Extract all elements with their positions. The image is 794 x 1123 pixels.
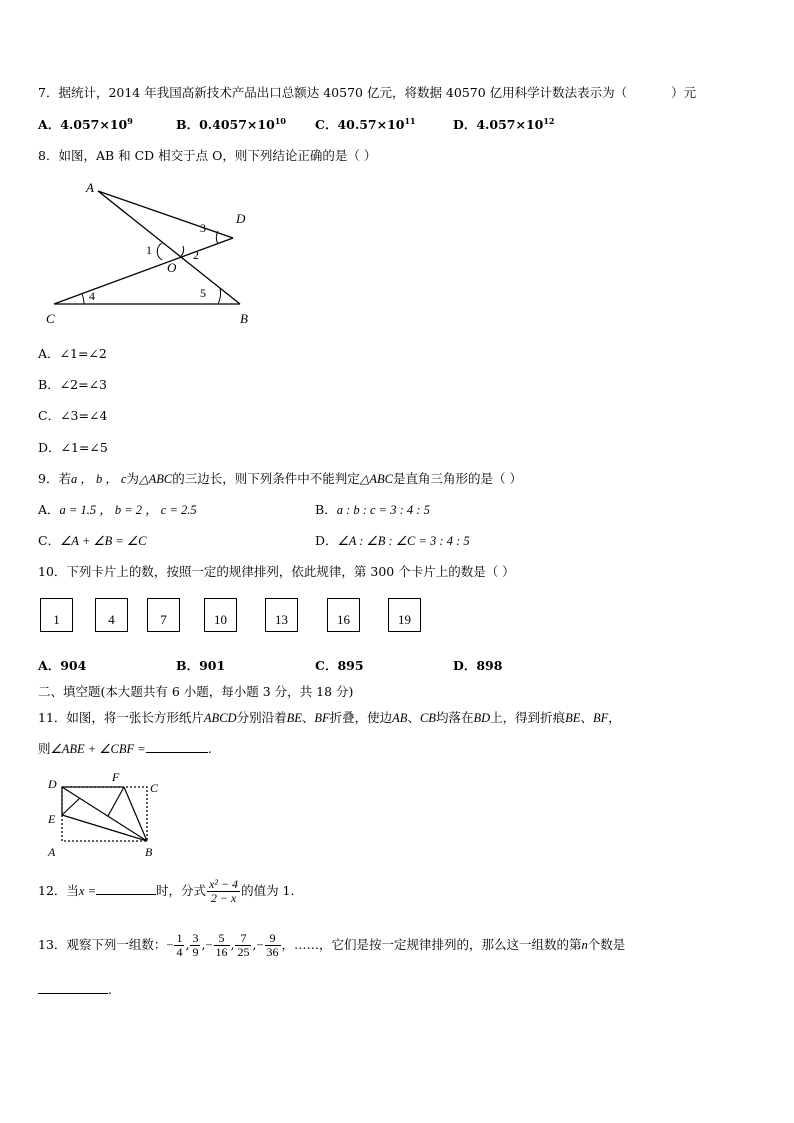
- q11-line2: 则∠ABE + ∠CBF = .: [38, 741, 212, 756]
- card: 4: [95, 598, 128, 632]
- diagonal-bd: [62, 787, 147, 841]
- answer-blank[interactable]: [146, 739, 208, 753]
- q7-paren-close: ）元: [671, 85, 697, 100]
- fraction: $\frac{5}{16}$: [215, 931, 228, 959]
- q7-option-b: B．$0.4057\times 10^{10}$: [176, 115, 286, 132]
- q9-option-c: C．∠A + ∠B = ∠C: [38, 533, 147, 548]
- q7-option-c: C．$40.57\times 10^{11}$: [315, 115, 416, 132]
- q7-option-d: D．$4.057\times 10^{12}$: [453, 115, 555, 132]
- fraction: $\frac{\text{x² − 4}}{2 - x}$: [209, 877, 239, 905]
- q8-option-d: D．∠1=∠5: [38, 440, 108, 455]
- q8-option-b: B．∠2=∠3: [38, 377, 108, 392]
- q10-option-c: C．895: [315, 658, 364, 673]
- card: 19: [388, 598, 421, 632]
- q8-figure: [40, 176, 270, 328]
- angle-4-arc: [82, 294, 84, 304]
- q12-line: 12．当x = 时，分式 $\frac{\text{x² − 4}}{2 - x}$ 的值为 1.: [38, 877, 295, 905]
- fold-edge-f: [108, 787, 124, 816]
- fraction: $\frac{3}{9}$: [192, 931, 199, 959]
- q11-figure: [42, 770, 167, 860]
- answer-blank[interactable]: [38, 980, 108, 994]
- card: 16: [327, 598, 360, 632]
- segment-dc: [54, 238, 233, 304]
- fraction: $\frac{1}{4}$: [176, 931, 183, 959]
- label-a: A: [48, 845, 56, 859]
- label-a: A: [86, 180, 94, 195]
- q9-option-d: D．∠A : ∠B : ∠C = 3 : 4 : 5: [315, 533, 470, 548]
- crease-bf: [124, 787, 147, 841]
- angle-label-1: 1: [146, 243, 152, 257]
- crease-be: [62, 815, 147, 841]
- angle-5-arc: [218, 288, 221, 304]
- q7-stem-line: [38, 83, 696, 101]
- angle-label-3: 3: [200, 221, 206, 235]
- q9-option-a: A．a = 1.5 ， b = 2 ， c = 2.5: [38, 502, 197, 517]
- q11-line1: 11．如图，将一张长方形纸片ABCD分别沿着BE、BF折叠，使边AB、CB均落在BD上，得到折痕BE、BF，: [38, 710, 621, 725]
- angle-2-arc: [181, 246, 184, 256]
- label-c: C: [150, 781, 159, 795]
- angle-label-4: 4: [89, 289, 95, 303]
- angle-1-arc: [157, 243, 162, 260]
- card: 1: [40, 598, 73, 632]
- q7-stem: 7．据统计，2014 年我国高新技术产品出口总额达 40570 亿元，将数据 40570 亿用科学计数法表示为（: [38, 85, 628, 100]
- q10-option-d: D．898: [453, 658, 503, 673]
- label-b: B: [145, 845, 153, 859]
- label-d: D: [236, 211, 246, 226]
- angle-label-2: 2: [193, 248, 199, 262]
- answer-blank[interactable]: [96, 881, 156, 895]
- fold-edge-e: [62, 798, 80, 815]
- fraction: $\frac{7}{25}$: [237, 931, 250, 959]
- q8-option-c: C．∠3=∠4: [38, 408, 108, 423]
- q10-option-b: B．901: [176, 658, 226, 673]
- q7-option-a: A．$4.057\times 10^9$: [38, 115, 133, 132]
- q13-answer-line: .: [38, 980, 112, 997]
- label-d: D: [48, 777, 57, 791]
- angle-label-5: 5: [200, 286, 206, 300]
- q10-option-a: A．904: [38, 658, 87, 673]
- card: 7: [147, 598, 180, 632]
- fraction: $\frac{9}{36}$: [266, 931, 279, 959]
- label-f: F: [112, 770, 120, 784]
- card: 10: [204, 598, 237, 632]
- section-title: 二、填空题(本大题共有 6 小题，每小题 3 分，共 18 分): [38, 684, 354, 699]
- q8-option-a: A．∠1=∠2: [38, 346, 107, 361]
- q10-stem: 10．下列卡片上的数，按照一定的规律排列，依此规律，第 300 个卡片上的数是（ ）: [38, 564, 515, 579]
- q9-option-b: B．a : b : c = 3 : 4 : 5: [315, 502, 430, 517]
- segment-ad: [98, 191, 233, 238]
- segment-ab: [98, 191, 240, 304]
- q9-stem: 9．若a ， b ， c为△ABC的三边长，则下列条件中不能判定△ABC是直角三角形的是（ ）: [38, 471, 522, 486]
- q13-line: 13．观察下列一组数：− $\frac{1}{4}$ , $\frac{3}{9}$ ,− $\frac{5}{16}$ , $\frac{7}{25}$ ,− $\frac{9}{36}$ ，……，它们是按一定规律排列的，那么这一组数的第n个数是: [38, 931, 626, 959]
- label-o: O: [167, 260, 177, 275]
- card: 13: [265, 598, 298, 632]
- label-e: E: [48, 812, 56, 826]
- q8-stem: 8．如图，AB 和 CD 相交于点 O，则下列结论正确的是（ ）: [38, 148, 377, 163]
- label-c: C: [46, 311, 55, 326]
- label-b: B: [240, 311, 248, 326]
